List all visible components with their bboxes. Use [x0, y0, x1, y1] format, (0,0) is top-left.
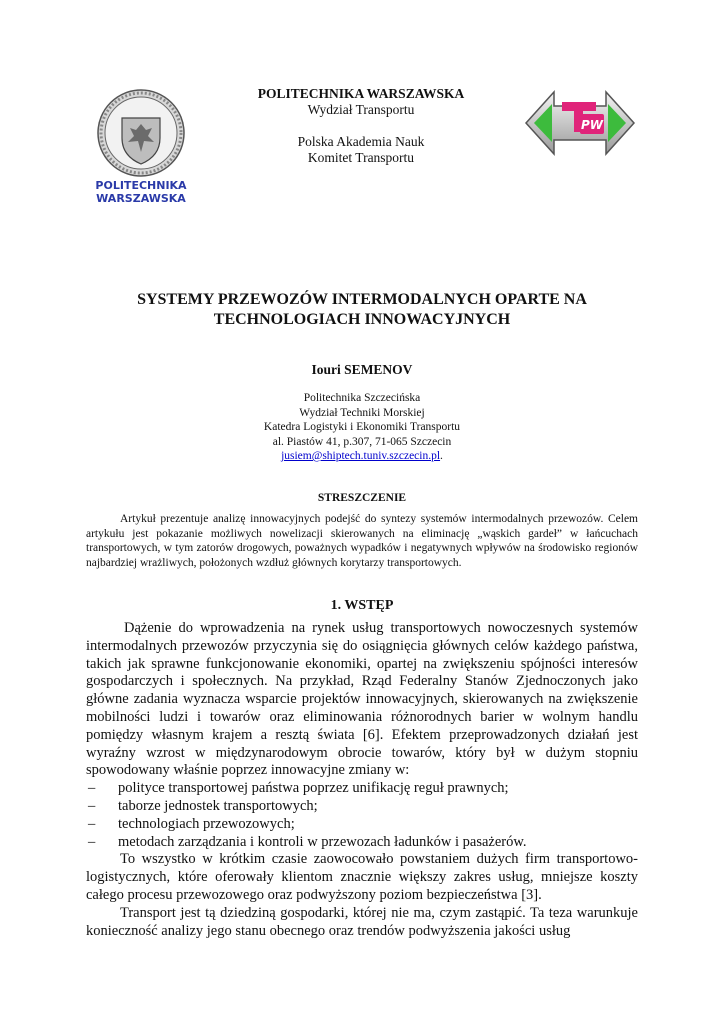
- section-body: [86, 620, 638, 940]
- bullet-list: [86, 780, 638, 851]
- title-line-1: SYSTEMY PRZEWOZÓW INTERMODALNYCH OPARTE NA: [137, 291, 587, 308]
- email-period: .: [440, 450, 443, 462]
- dash-marker: –: [88, 815, 96, 832]
- author-email-link[interactable]: jusiem@shiptech.tuniv.szczecin.pl: [281, 450, 441, 462]
- list-item-text: polityce transportowej państwa poprzez unifikację reguł prawnych;: [118, 780, 509, 797]
- paragraph: To wszystko w krótkim czasie zaowocowało powstaniem dużych firm transportowo-logistycznych, które oferowały klientom znacznie większy zakres usług, mniejsze koszty całego procesu przewozowego oraz podwyższony poziom bezpieczeństwa [3].: [86, 851, 638, 903]
- politechnika-logo: [92, 88, 190, 208]
- logo-text-line2: WARSZAWSKA: [96, 192, 186, 205]
- list-item: [86, 798, 638, 816]
- dash-marker: –: [88, 780, 96, 797]
- paragraph: Transport jest tą dziedziną gospodarki, której nie ma, czym zastąpić. Ta teza warunkuje konieczność analizy jego stanu obecnego oraz trendów podwyższenia jakości usług: [86, 904, 638, 939]
- affiliation-line: Politechnika Szczecińska: [303, 392, 421, 404]
- affiliation-line: Wydział Techniki Morskiej: [299, 406, 425, 419]
- politechnika-crest-icon: [92, 88, 190, 208]
- list-item: [86, 780, 638, 798]
- affiliation-line: al. Piastów 41, p.307, 71-065 Szczecin: [272, 435, 452, 448]
- paper-title: [60, 290, 664, 330]
- tpw-logo: [524, 88, 636, 158]
- committee-name: Komitet Transportu: [307, 150, 415, 165]
- logo-pw-text: PW: [580, 118, 604, 132]
- dash-marker: –: [88, 797, 96, 814]
- author-affiliation: [160, 391, 564, 464]
- institution-header: [230, 86, 492, 166]
- academy-name: Polska Akademia Nauk: [297, 134, 425, 149]
- list-item: [86, 834, 638, 852]
- section-heading: 1. WSTĘP: [330, 598, 394, 613]
- abstract-heading: STRESZCZENIE: [317, 492, 407, 504]
- double-arrow-icon: [524, 88, 636, 158]
- author-name: Iouri SEMENOV: [311, 362, 413, 377]
- list-item-text: technologiach przewozowych;: [118, 815, 295, 832]
- abstract-text: Artykuł prezentuje analizę innowacyjnych podejść do syntezy systemów intermodalnych przewozów. Celem artykułu jest pokazanie możliwych nowelizacji skierowanych na eliminację „wąskich gardeł” w łańcuchach transportowych, w tym zatorów drogowych, poważnych wypadków i negatywnych wpływów na środowisko regionów najbardziej wrażliwych, położonych wzdłuż głównych korytarzy transportowych.: [86, 513, 638, 569]
- paragraph: Dążenie do wprowadzenia na rynek usług transportowych nowoczesnych systemów intermodalnych przewozów przyczynia się do osiągnięcia głównych celów każdego państwa, takich jak sprawne funkcjonowanie ekonomiki, opartej na zwiększeniu spójności interesów gospodarczych i społecznych. Na przykład, Rząd Federalny Stanów Zjednoczonych jako główne zadania wyznacza wsparcie projektów innowacyjnych, skierowanych na zwiększenie mobilności ludzi i towarów oraz eliminowania różnorodnych barier w wolnym handlu pomiędzy własnym krajem a resztą świata [6]. Efektem przeprowadzonych działań jest wyraźny wzrost w międzynarodowym obrocie towarów, który był w dużym stopniu spowodowany właśnie poprzez innowacyjne zmiany w:: [86, 620, 638, 779]
- list-item: [86, 816, 638, 834]
- faculty-name: Wydział Transportu: [307, 102, 415, 117]
- logo-text-line1: POLITECHNIKA: [95, 179, 187, 192]
- title-line-2: TECHNOLOGIACH INNOWACYJNYCH: [213, 311, 511, 328]
- list-item-text: taborze jednostek transportowych;: [118, 797, 318, 814]
- university-name: POLITECHNIKA WARSZAWSKA: [257, 86, 465, 101]
- dash-marker: –: [88, 833, 96, 850]
- list-item-text: metodach zarządzania i kontroli w przewozach ładunków i pasażerów.: [118, 833, 527, 850]
- affiliation-line: Katedra Logistyki i Ekonomiki Transportu: [263, 421, 461, 433]
